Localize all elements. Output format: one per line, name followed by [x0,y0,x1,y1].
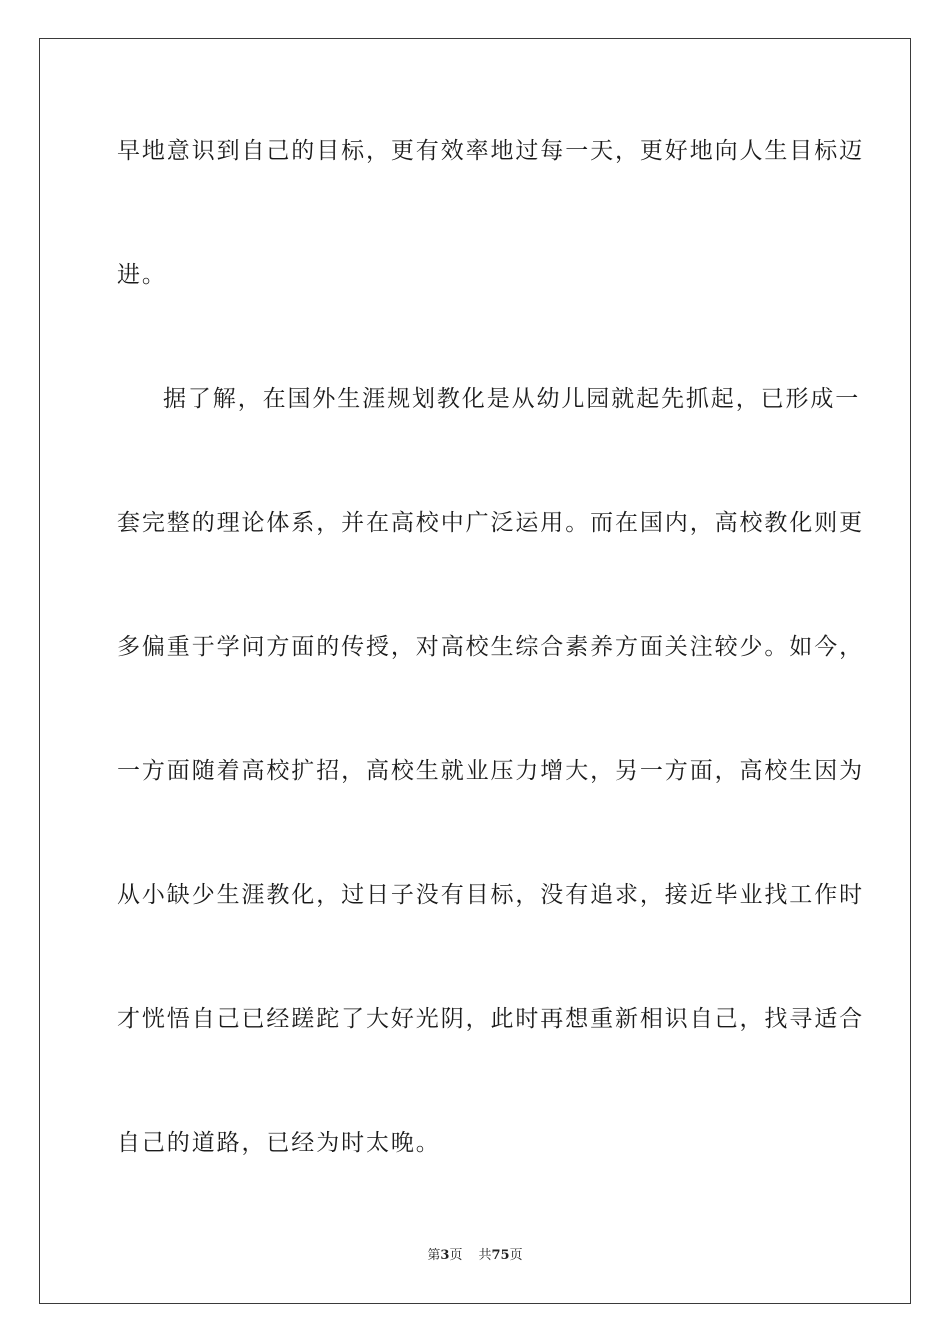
page-prefix: 第 [427,1248,441,1263]
text-line-4: 套完整的理论体系，并在高校中广泛运用。而在国内，高校教化则更 [117,510,864,536]
total-pages: 75 [491,1248,510,1263]
page-number: 3 [440,1248,450,1263]
page-suffix: 页 [449,1248,463,1263]
text-line-9: 自己的道路，已经为时太晚。 [117,1130,441,1156]
page-border [39,38,911,1304]
text-line-3: 据了解，在国外生涯规划教化是从幼儿园就起先抓起，已形成一 [163,386,861,412]
text-line-8: 才恍悟自己已经蹉跎了大好光阴，此时再想重新相识自己，找寻适合 [117,1006,864,1032]
text-line-7: 从小缺少生涯教化，过日子没有目标，没有追求，接近毕业找工作时 [117,882,864,908]
text-line-5: 多偏重于学问方面的传授，对高校生综合素养方面关注较少。如今， [117,634,864,660]
total-prefix: 共 [478,1248,492,1263]
text-line-2: 进。 [117,262,167,288]
page-footer [0,1247,950,1265]
text-line-6: 一方面随着高校扩招，高校生就业压力增大，另一方面，高校生因为 [117,758,864,784]
total-suffix: 页 [509,1248,523,1263]
text-line-1: 早地意识到自己的目标，更有效率地过每一天，更好地向人生目标迈 [117,138,864,164]
